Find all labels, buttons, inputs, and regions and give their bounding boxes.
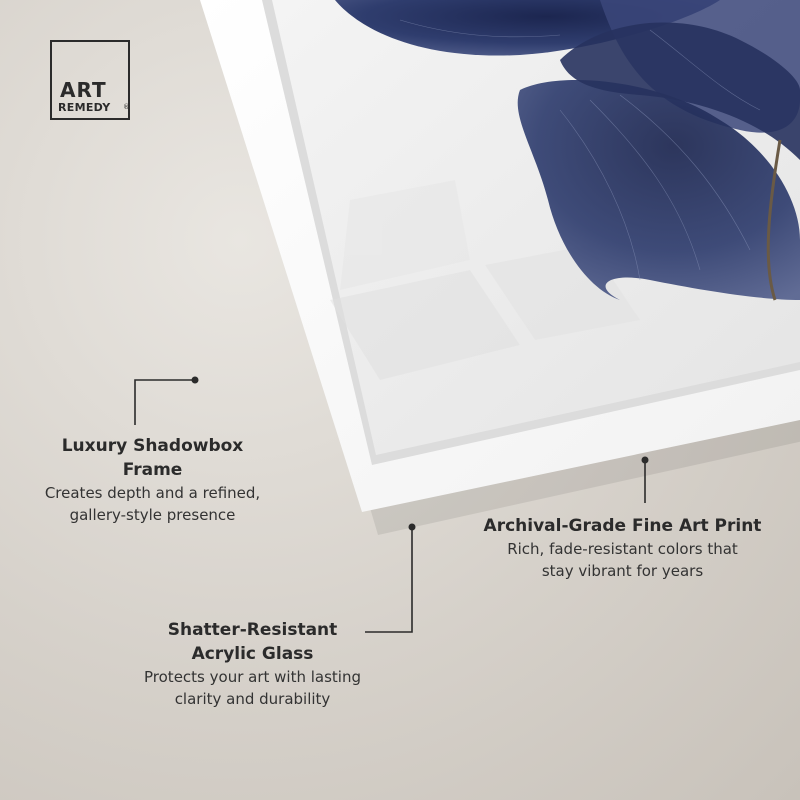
callout-fine-art-print — [465, 514, 780, 582]
callout-title: Acrylic Glass — [191, 644, 314, 664]
callout-shadowbox-frame — [20, 434, 285, 526]
registered-mark: ® — [123, 103, 130, 111]
callout-description: clarity and durability — [174, 690, 331, 708]
callout-description: Rich, fade-resistant colors that — [507, 540, 738, 558]
brand-logo — [50, 40, 130, 120]
brand-logo-remedy: REMEDY — [58, 101, 111, 114]
brand-logo-art: ART — [60, 78, 107, 102]
callout-title: Luxury Shadowbox — [61, 436, 244, 456]
callout-description: Protects your art with lasting — [144, 668, 361, 686]
callout-title: Frame — [122, 460, 183, 480]
callout-description: stay vibrant for years — [541, 562, 704, 580]
callout-acrylic-glass — [110, 618, 395, 710]
callout-description: gallery-style presence — [69, 506, 236, 524]
callout-title: Shatter-Resistant — [167, 620, 338, 640]
callout-description: Creates depth and a refined, — [44, 484, 261, 502]
callout-title: Archival-Grade Fine Art Print — [483, 516, 762, 536]
